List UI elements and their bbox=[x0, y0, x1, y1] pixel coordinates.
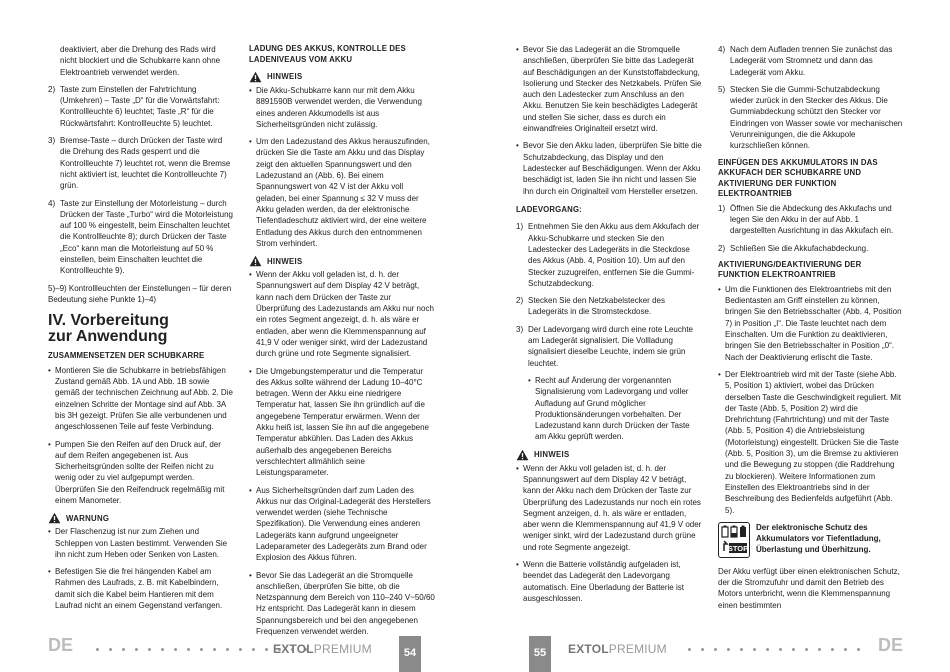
list-item: • Wenn die Batterie vollständig aufgeladen ist, beendet das Ladegerät den Ladevorgang automatisch. Eine Überladung der Batterie ist ausgeschlossen. bbox=[516, 560, 684, 603]
list-item: • Aus Sicherheitsgründen darf zum Laden des Akkus nur das Original-Ladegerät des Herstellers verwendet werden (siehe Technische Spezifikation). Die Verwendung eines anderen Ladegeräts kann aufgrund ungeeigneter Ladeparameter des Ladegeräts zum Brand oder Explosion des Akkus führen. bbox=[249, 485, 431, 563]
footer-dots-right bbox=[688, 648, 860, 654]
warning-icon bbox=[48, 512, 61, 524]
continued-text: deaktiviert, aber die Drehung des Rads wird nicht blockiert und die Schubkarre kann ohne Elektroantrieb verwendet werden. bbox=[60, 45, 221, 77]
brand-logo-left: EXTOLPREMIUM bbox=[273, 642, 372, 656]
warning-icon bbox=[249, 255, 262, 267]
list-item: • Bevor Sie das Ladegerät an die Stromquelle anschließen, überprüfen Sie bitte das Ladegerät auf Beschädigungen an der Kunststoffabdeckung, Isolierung und Stecker des Netzkabels. Prüfen Sie auch den Ladestecker zum Anschluss an den Akku. Benutzen Sie kein beschädigtes Ladegerät und stellen Sie sicher, dass es durch ein einwandfreies Originalteil ersetzt wird. bbox=[516, 45, 702, 134]
section-heading: AKTIVIERUNG/DEAKTIVIERUNG DER FUNKTION ELEKTROANTRIEB bbox=[718, 259, 862, 280]
list-item: • Die Akku-Schubkarre kann nur mit dem Akku 8891590B verwendet werden, die Verwendung eines anderen Akkumodells ist aus Sicherheitsgründen nicht zulässig. bbox=[249, 86, 422, 129]
battery-protection-note: STOP Der elektronische Schutz des Akkumulators vor Tiefentladung, Überlastung und Überhitzung. bbox=[718, 522, 904, 558]
list-item: • Pumpen Sie den Reifen auf den Druck auf, der auf dem Reifen angegebenen ist. Aus Sicherheitsgründen sollte der Reifen nicht zu wenig oder zu viel aufgepumpt werden. Überprüfen Sie den Reifendruck regelmäßig mit einem Manometer. bbox=[48, 439, 225, 505]
list-item: • Wenn der Akku voll geladen ist, d. h. der Spannungswert auf dem Display 42 V beträgt, kann der Akku nach dem Drücken der Taste zur Überprüfung des Ladezustands nur noch ein rotes Segment anzeigen, d. h. als wäre er entladen, aber wenn die Klemmenspannung auf 41,9 V oder weniger sinkt, wird der Ladezustand durch grüne und rote Segmente angezeigt. bbox=[516, 463, 702, 552]
list-item: 3) Bremse-Taste – durch Drücken der Taste wird die Drehung des Rads gesperrt und die Kontrollleuchte 7) leuchtet rot, wenn die Bremse nicht aktiviert ist, leuchtet die Kontrollleuchte 7) grün. bbox=[48, 136, 231, 191]
list-item: • Recht auf Änderung der vorgenannten Signalisierung vom Ladevorgang und voller Aufladung auf Grund möglicher Produktionsänderungen vorbehalten. Der Ladezustand kann durch Drücken der Taste am Akku geprüft werden. bbox=[528, 375, 690, 442]
list-item: 5) Stecken Sie die Gummi-Schutzabdeckung wieder zurück in den Stecker des Akkus. Die Gummiabdeckung schützt den Stecker vor Eindringen von Wasser sowie vor mechanischen Verunreinigungen, die die Akkupole kurzschließen können. bbox=[718, 84, 903, 151]
list-item-5: 5)–9) Kontrollleuchten der Einstellungen – für deren Bedeutung siehe Punkte 1)–4) bbox=[48, 283, 232, 304]
language-label-left: DE bbox=[48, 635, 74, 655]
hint-note: HINWEIS bbox=[249, 255, 435, 267]
column-4 bbox=[718, 44, 904, 617]
list-item: 1) Entnehmen Sie den Akku aus dem Akkufach der Akku-Schubkarre und stecken Sie den Ladestecker des Ladegeräts in die Steckdose des Akkus (Abb. 4, Position 10). Um auf den Stecker zuzugreifen, entfernen Sie die Gummi-Schutzabdeckung. bbox=[516, 222, 700, 288]
section-heading: ZUSAMMENSETZEN DER SCHUBKARRE bbox=[48, 351, 205, 361]
list-item: • Befestigen Sie die frei hängenden Kabel am Rahmen des Laufrads, z. B. mit Kabelbindern, damit sich die Kabel beim Hantieren mit dem Laufrad nicht an einem Gegenstand verfangen. bbox=[48, 567, 223, 611]
warning-icon bbox=[249, 71, 262, 83]
list-item: • Die Umgebungstemperatur und die Temperatur des Akkus sollte während der Ladung 10–40°C betragen. Wenn der Akku eine niedrigere Temperatur hat, lassen Sie ihn gründlich auf die angegebene Temperatur erwärmen. Wenn der Akku heiß ist, lassen Sie ihn auf die angegebene Temperatur abkühlen. Das Laden des Akkus außerhalb des angegebenen Bereichs verschlechtert allmählich seine Leistungsparameter. bbox=[249, 366, 430, 478]
warning-note: WARNUNG bbox=[48, 512, 234, 524]
list-item: • Der Elektroantrieb wird mit der Taste (siehe Abb. 5, Position 1) aktiviert, wobei das Drücken derselben Taste die Geschwindigkeit reguliert. Mit der Taste (Abb. 5, Position 2) wird die Drehrichtung (Fahrtrichtung) und mit der Taste (Abb. 5, Position 4) die Antriebsleistung (Motorleistung) eingestellt. Drücken Sie die Taste (Abb. 5, Position 3), um die Bremse zu aktivieren und die Bewegung zu stoppen (die Raddrehung zu blockieren). Weitere Informationen zum Einstellen des Elektroantriebs sind in der Beschreibung des Bedienfelds aufgeführt (Abb. 5). bbox=[718, 369, 901, 515]
section-heading: LADEVORGANG: bbox=[516, 204, 582, 214]
list-item: 3) Der Ladevorgang wird durch eine rote Leuchte am Ladegerät signalisiert. Die Vollladung signalisiert dieselbe Leuchte, indem sie grün leuchtet. bbox=[516, 324, 693, 368]
list-item: 4) Taste zur Einstellung der Motorleistung – durch Drücken der Taste „Turbo“ wird die Motorleistung auf 100 % eingestellt, beim Einschalten leuchtet die Kontrollleuchte 8); durch Drücken der Taste „Eco“ kann man die Motorleistung auf 50 % einstellen, beim Einschalten leuchtet die Kontrollleuchte 9). bbox=[48, 198, 233, 276]
list-item: 2) Taste zum Einstellen der Fahrtrichtung (Umkehren) – Taste „D“ für die Vorwärtsfahrt: Kontrollleuchte 6) leuchtet; Taste „R“ für die Rückwärtsfahrt: Kontrollleuchte 5) leuchtet. bbox=[48, 84, 220, 128]
hint-note: HINWEIS bbox=[516, 449, 702, 461]
column-2 bbox=[249, 44, 435, 643]
list-item: • Um den Ladezustand des Akkus herauszufinden, drücken Sie die Taste am Akku und das Display zeigt den aktuellen Spannungswert und den Ladezustand an (Abb. 6). Bei einem Spannungswert von 42 V ist der Akku voll geladen, bei einer Spannung ≤ 32 V muss der Akku geladen werden, da der elektronische Tiefentladeschutz aktiviert wird, der eine weitere Entladung des Akkus durch den entnommenen Strom verhindert. bbox=[249, 137, 430, 248]
hint-note: HINWEIS bbox=[249, 71, 435, 83]
list-item: • Der Flaschenzug ist nur zum Ziehen und Schleppen von Lasten bestimmt. Verwenden Sie ihn nicht zum Heben oder Senken von Lasten. bbox=[48, 527, 228, 559]
battery-stop-icon bbox=[718, 522, 750, 558]
list-item: • Bevor Sie den Akku laden, überprüfen Sie bitte die Schutzabdeckung, das Display und den Ladestecker auf Beschädigungen. Wenn der Akku beschädigt ist, laden Sie ihn nicht und lassen Sie ihn durch ein Originalteil vom Hersteller ersetzen. bbox=[516, 141, 702, 196]
list-item: • Wenn der Akku voll geladen ist, d. h. der Spannungswert auf dem Display 42 V beträgt, kann nach dem Drücken der Taste zur Überprüfung des Ladezustands am Akku nur noch ein rotes Segment angezeigt, d. h. als wäre er entladen, aber wenn die Klemmenspannung auf 41,9 V oder weniger sinkt, wird der Ladezustand durch grüne und rote Segmente signalisiert. bbox=[249, 270, 434, 359]
list-item: • Montieren Sie die Schubkarre in betriebsfähigen Zustand gemäß Abb. 1A und Abb. 1B sowie gemäß der technischen Zeichnung auf Abb. 2. Die einzelnen Schritte der Montage sind auf Abb. 3A bis 3H gezeigt. Prüfen Sie alle verbundenen und angeschlossenen Teile auf feste Verbindung. bbox=[48, 365, 233, 432]
page-number-left: 54 bbox=[399, 636, 421, 672]
list-item: 2) Schließen Sie die Akkufachabdeckung. bbox=[718, 243, 869, 253]
warning-icon bbox=[516, 449, 529, 461]
svg-text:STOP: STOP bbox=[727, 543, 749, 553]
language-label-right: DE bbox=[878, 635, 904, 655]
section-title: IV. Vorbereitung zur Anwendung bbox=[48, 312, 169, 346]
list-item: 4) Nach dem Aufladen trennen Sie zunächst das Ladegerät vom Stromnetz und dann das Ladegerät vom Akku. bbox=[718, 45, 893, 77]
section-heading: LADUNG DES AKKUS, KONTROLLE DES LADENIVEAUS VOM AKKU bbox=[249, 44, 406, 64]
list-item: 2) Stecken Sie den Netzkabelstecker des Ladegeräts in die Stromsteckdose. bbox=[516, 296, 665, 317]
brand-logo-right: EXTOLPREMIUM bbox=[568, 642, 667, 656]
column-3 bbox=[516, 44, 702, 610]
list-item: • Um die Funktionen des Elektroantriebs mit den Bedientasten am Griff einstellen zu können, bringen Sie den Betriebsschalter (Abb. 4, Position 7) in Position „I“. Die Taste leuchtet nach dem Einschalten. Um die Funktion zu deaktivieren, bringen Sie den Betriebsschalter in Position „0“. Nach der Deaktivierung erlischt die Taste. bbox=[718, 284, 902, 362]
list-item: • Bevor Sie das Ladegerät an die Stromquelle anschließen, überprüfen Sie bitte, ob die Netzspannung dem Bereich von 110–240 V~50/60 Hz entspricht. Das Ladegerät kann in diesem Spannungsbereich und bei den angegebenen Frequenzen verwendet werden. bbox=[249, 570, 435, 637]
section-heading: EINFÜGEN DES AKKUMULATORS IN DAS AKKUFACH DER SCHUBKARRE UND AKTIVIERUNG DER FUNKTION ELEKTROANTRIEB bbox=[718, 157, 878, 199]
list-item: 1) Öffnen Sie die Abdeckung des Akkufachs und legen Sie den Akku in der auf Abb. 1 dargestellten Ausrichtung in das Akkufach ein. bbox=[718, 203, 894, 236]
paragraph: Der Akku verfügt über einen elektronischen Schutz, der die Stromzufuhr und damit den Betrieb des Motors unterbricht, wenn die Klemmenspannung einen bestimmten bbox=[718, 566, 900, 610]
page-number-right: 55 bbox=[529, 636, 551, 672]
column-1 bbox=[48, 44, 234, 617]
